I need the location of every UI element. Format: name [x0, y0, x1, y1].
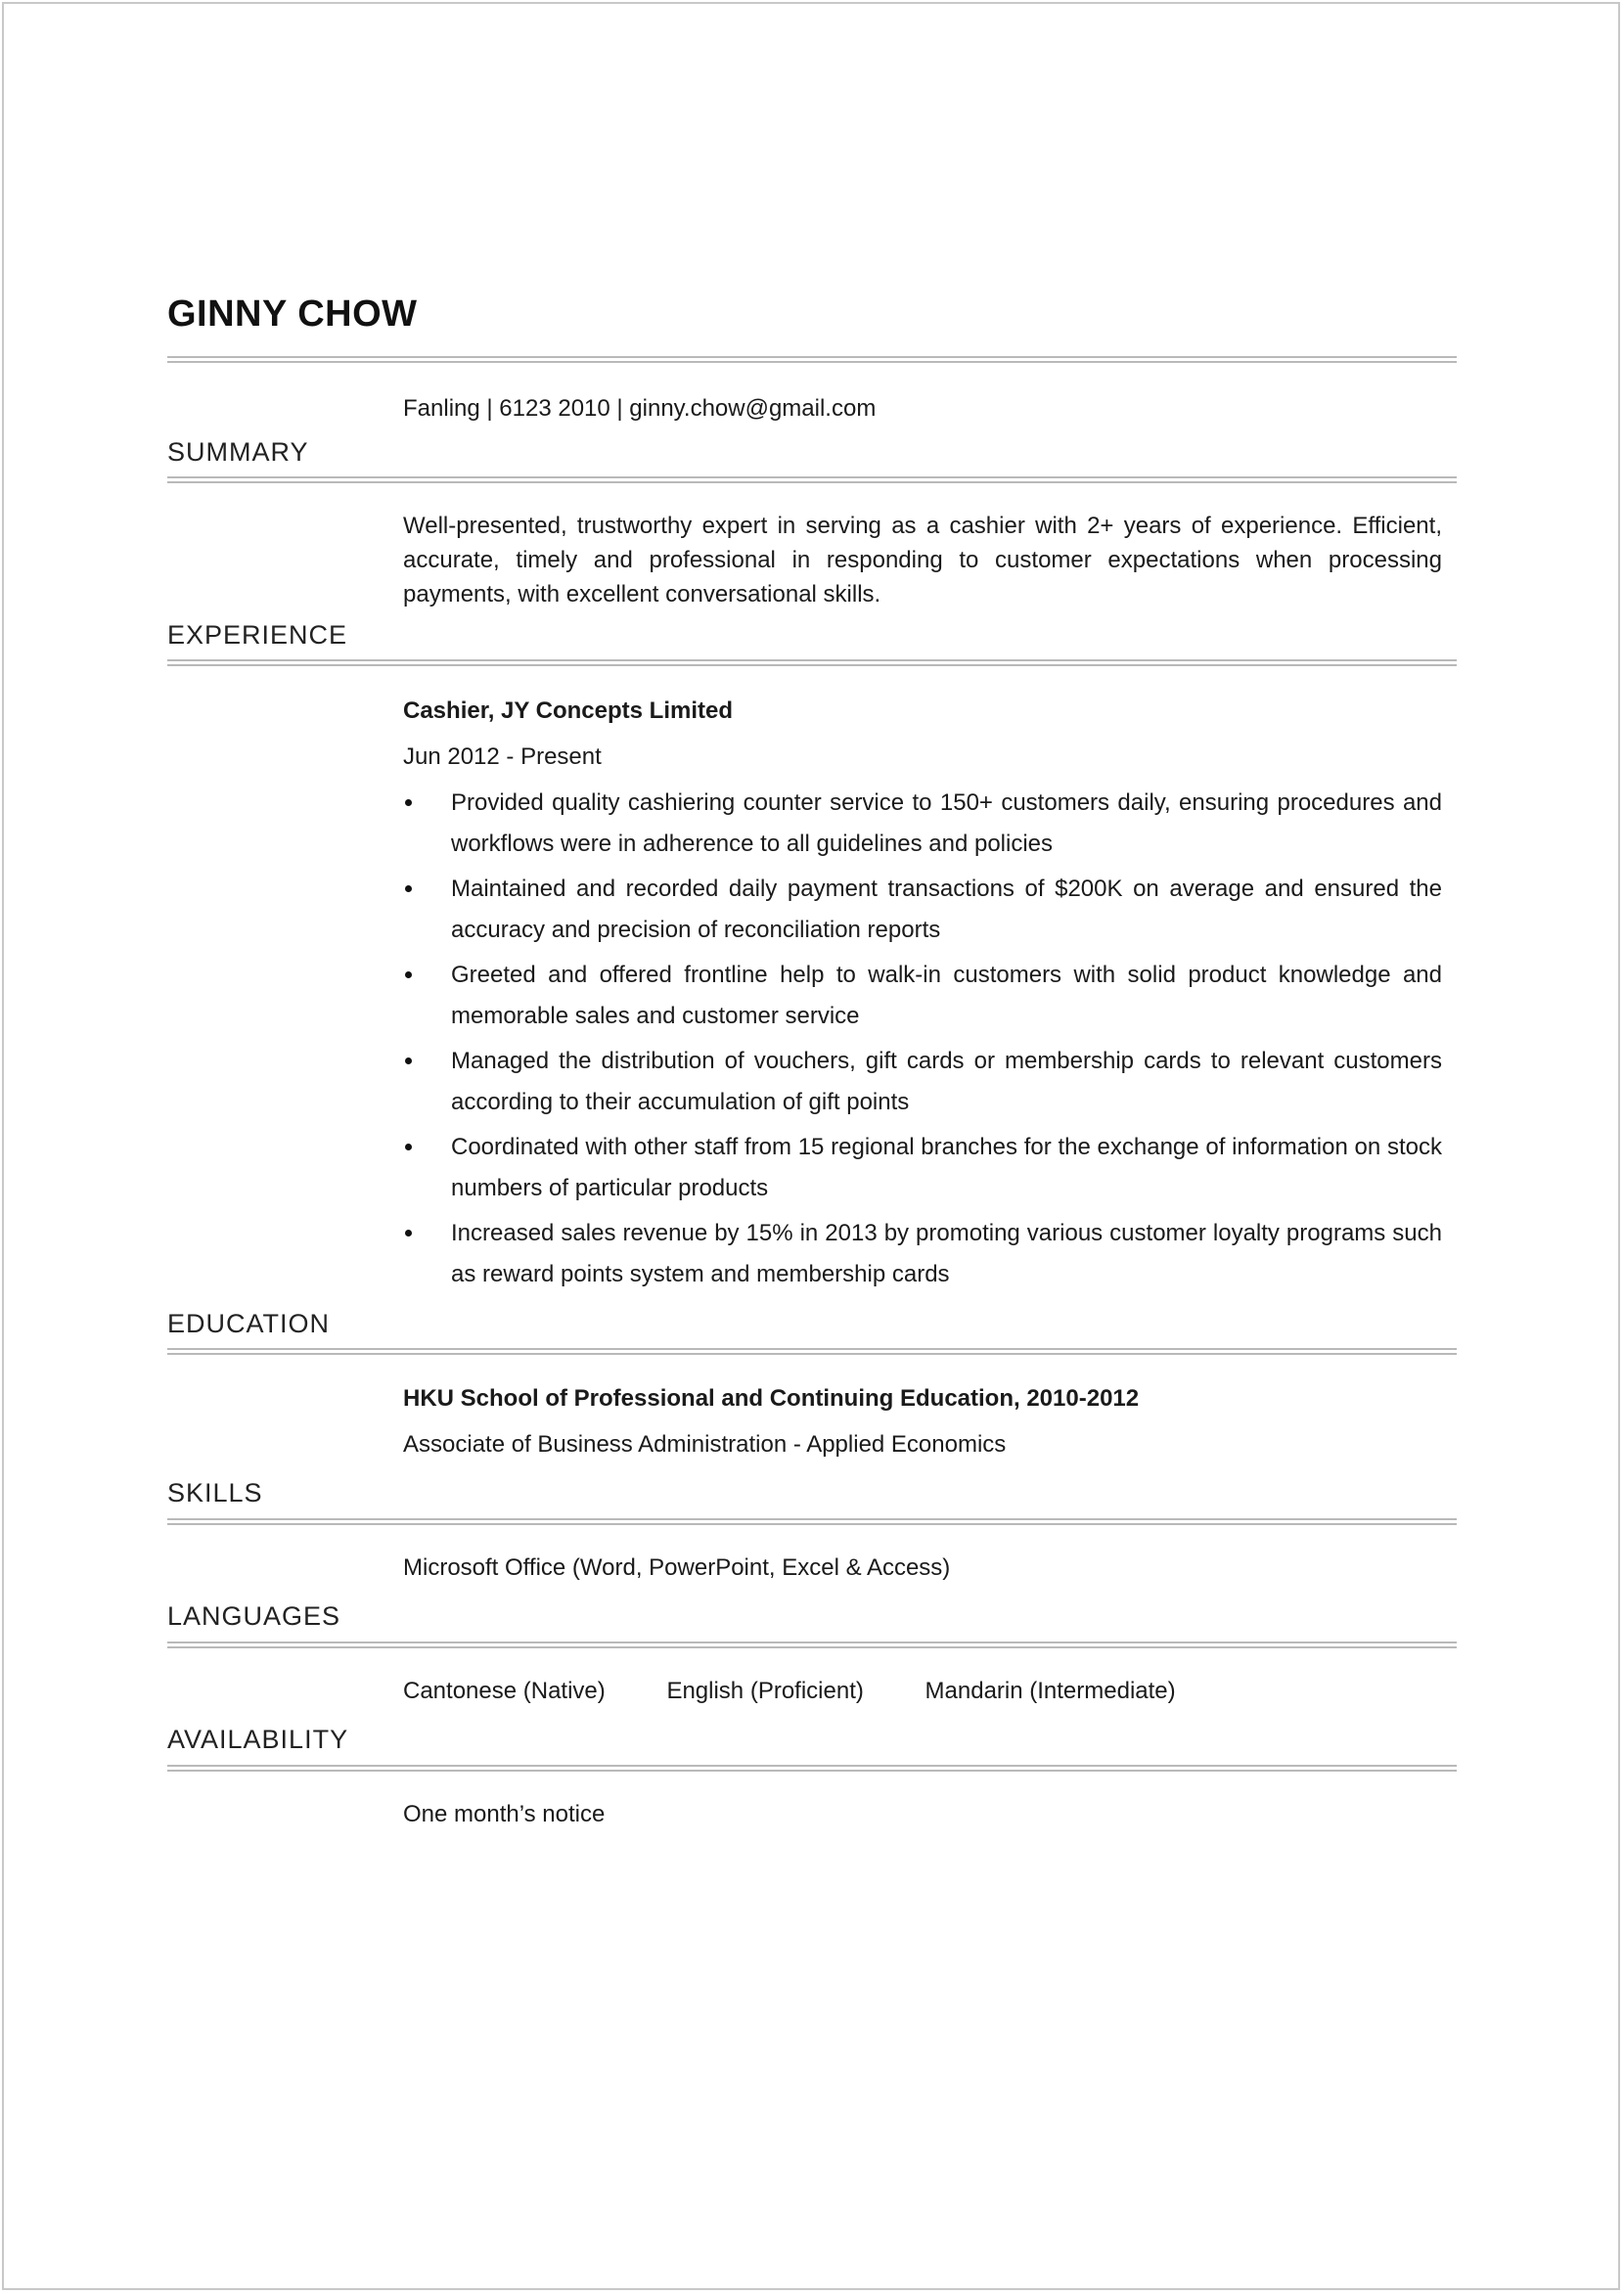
summary-text: Well-presented, trustworthy expert in serving as a cashier with 2+ years of experience. Efficient, accurate, timely and professional in responding to customer expectations when processing payments, with excellent conversational skills.	[403, 513, 1442, 607]
experience-heading: EXPERIENCE	[167, 620, 348, 650]
job-dates: Jun 2012 - Present	[403, 743, 602, 770]
language-item: Mandarin (Intermediate)	[925, 1678, 1176, 1704]
languages-heading: LANGUAGES	[167, 1601, 341, 1631]
bullet-text: Provided quality cashiering counter service to 150+ customers daily, ensuring procedures and workflows were in adherence to all guidelines and policies	[451, 789, 1442, 857]
language-item: Cantonese (Native)	[403, 1678, 606, 1704]
divider-experience	[167, 659, 1457, 666]
experience-bullet	[403, 783, 1442, 865]
experience-bullet	[403, 1127, 1442, 1209]
skills-text: Microsoft Office (Word, PowerPoint, Excel & Access)	[403, 1554, 951, 1581]
divider-summary	[167, 476, 1457, 483]
bullet-icon	[405, 1057, 412, 1064]
bullet-icon	[405, 971, 412, 978]
experience-bullet	[403, 1041, 1442, 1123]
availability-text: One month’s notice	[403, 1801, 606, 1827]
bullet-text: Managed the distribution of vouchers, gift cards or membership cards to relevant customers according to their accumulation of gift points	[451, 1048, 1442, 1115]
bullet-icon	[405, 885, 412, 892]
education-heading: EDUCATION	[167, 1309, 331, 1338]
bullet-icon	[405, 1230, 412, 1237]
experience-bullet	[403, 955, 1442, 1037]
skills-heading: SKILLS	[167, 1478, 263, 1507]
experience-bullets	[403, 783, 1442, 1299]
education-degree: Associate of Business Administration - Applied Economics	[403, 1431, 1007, 1458]
bullet-text: Greeted and offered frontline help to walk-in customers with solid product knowledge and memorable sales and customer service	[451, 962, 1442, 1029]
summary-heading: SUMMARY	[167, 437, 309, 467]
languages-list	[403, 1674, 1231, 1708]
availability-heading: AVAILABILITY	[167, 1725, 349, 1754]
bullet-text: Maintained and recorded daily payment transactions of $200K on average and ensured the accuracy and precision of reconciliation reports	[451, 876, 1442, 943]
divider-availability	[167, 1765, 1457, 1772]
candidate-name: GINNY CHOW	[167, 293, 418, 335]
bullet-icon	[405, 1144, 412, 1150]
experience-bullet	[403, 869, 1442, 951]
bullet-text: Increased sales revenue by 15% in 2013 by promoting various customer loyalty programs such as reward points system and membership cards	[451, 1220, 1442, 1287]
divider-languages	[167, 1642, 1457, 1648]
education-school: HKU School of Professional and Continuing Education, 2010-2012	[403, 1385, 1140, 1412]
contact-line: Fanling | 6123 2010 | ginny.chow@gmail.com	[403, 395, 877, 422]
job-title: Cashier, JY Concepts Limited	[403, 697, 733, 724]
bullet-text: Coordinated with other staff from 15 regional branches for the exchange of information on stock numbers of particular products	[451, 1134, 1442, 1201]
divider-skills	[167, 1518, 1457, 1525]
divider-name	[167, 356, 1457, 363]
language-item: English (Proficient)	[666, 1678, 864, 1704]
experience-bullet	[403, 1213, 1442, 1295]
bullet-icon	[405, 799, 412, 806]
divider-education	[167, 1348, 1457, 1355]
